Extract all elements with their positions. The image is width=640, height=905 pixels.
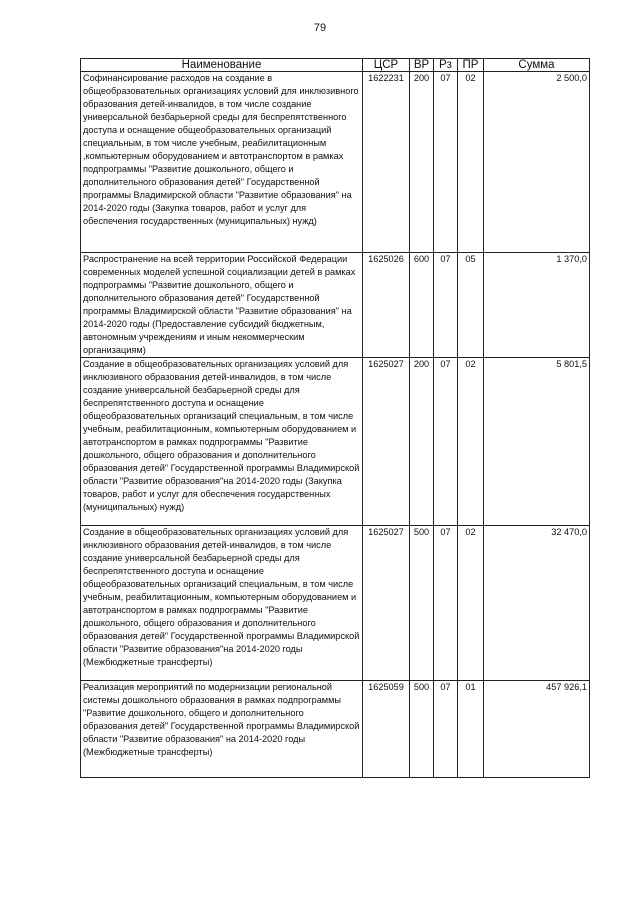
row-name: Распространение на всей территории Российской Федерации современных моделей успешной социализации детей в рамках подпрограммы "Развитие дошкольного, общего и дополнительного образования детей" Государственной программы Владимирской области "Развитие образования" на 2014-2020 годы (Предоставление субсидий бюджетным, автономным учреждениям и иным некоммерческим организациям) bbox=[81, 253, 363, 358]
header-csr: ЦСР bbox=[363, 59, 410, 72]
row-name: Софинансирование расходов на создание в общеобразовательных организациях условий для инклюзивного образования детей-инвалидов, в том числе создание универсальной безбарьерной среды для беспрепятственного доступа и оснащение общеобразовательных организаций специальным, в том числе учебным, реабилитационным ,компьютерным оборудованием и автотранспортом в рамках подпрограммы "Развитие дошкольного, общего и дополнительного образования детей" Государственной программы Владимирской области "Развитие образования" на 2014-2020 годы (Закупка товаров, работ и услуг для обеспечения государственных (муниципальных) нужд) bbox=[81, 72, 363, 253]
row-vr: 200 bbox=[410, 358, 434, 526]
budget-table bbox=[80, 58, 590, 778]
header-name: Наименование bbox=[81, 59, 363, 72]
table-row bbox=[81, 358, 590, 526]
row-sum: 5 801,5 bbox=[484, 358, 590, 526]
row-rz: 07 bbox=[434, 526, 458, 681]
row-pr: 05 bbox=[458, 253, 484, 358]
row-sum: 32 470,0 bbox=[484, 526, 590, 681]
row-pr: 02 bbox=[458, 358, 484, 526]
page-number: 79 bbox=[313, 22, 327, 34]
table-row bbox=[81, 253, 590, 358]
row-rz: 07 bbox=[434, 72, 458, 253]
row-vr: 200 bbox=[410, 72, 434, 253]
row-sum: 2 500,0 bbox=[484, 72, 590, 253]
row-vr: 600 bbox=[410, 253, 434, 358]
row-vr: 500 bbox=[410, 681, 434, 778]
row-pr: 02 bbox=[458, 526, 484, 681]
table-row bbox=[81, 681, 590, 778]
row-name: Реализация мероприятий по модернизации региональной системы дошкольного образования в рамках подпрограммы "Развитие дошкольного, общего и дополнительного образования детей" Государственной программы Владимирской области "Развитие образования" на 2014-2020 годы (Межбюджетные трансферты) bbox=[81, 681, 363, 778]
row-pr: 02 bbox=[458, 72, 484, 253]
row-csr: 1625027 bbox=[363, 358, 410, 526]
row-csr: 1625026 bbox=[363, 253, 410, 358]
row-rz: 07 bbox=[434, 681, 458, 778]
table-row bbox=[81, 526, 590, 681]
row-sum: 1 370,0 bbox=[484, 253, 590, 358]
table-header-row bbox=[81, 59, 590, 72]
row-vr: 500 bbox=[410, 526, 434, 681]
header-sum: Сумма bbox=[484, 59, 590, 72]
row-rz: 07 bbox=[434, 358, 458, 526]
header-vr: ВР bbox=[410, 59, 434, 72]
row-csr: 1625027 bbox=[363, 526, 410, 681]
row-csr: 1625059 bbox=[363, 681, 410, 778]
header-rz: Рз bbox=[434, 59, 458, 72]
row-pr: 01 bbox=[458, 681, 484, 778]
table-row bbox=[81, 72, 590, 253]
row-name: Создание в общеобразовательных организациях условий для инклюзивного образования детей-инвалидов, в том числе создание универсальной безбарьерной среды для беспрепятственного доступа и оснащение общеобразовательных организаций специальным, в том числе учебным, реабилитационным, компьютерным оборудованием и автотранспортом в рамках подпрограммы "Развитие дошкольного, общего образования и дополнительного образования детей" Государственной программы Владимирской области "Развитие образования"на 2014-2020 годы (Межбюджетные трансферты) bbox=[81, 526, 363, 681]
row-rz: 07 bbox=[434, 253, 458, 358]
row-name: Создание в общеобразовательных организациях условий для инклюзивного образования детей-инвалидов, в том числе создание универсальной безбарьерной среды для беспрепятственного доступа и оснащение общеобразовательных организаций специальным, в том числе учебным, реабилитационным, компьютерным оборудованием и автотранспортом в рамках подпрограммы "Развитие дошкольного, общего образования и дополнительного образования детей" Государственной программы Владимирской области "Развитие образования"на 2014-2020 годы (Закупка товаров, работ и услуг для обеспечения государственных (муниципальных) нужд) bbox=[81, 358, 363, 526]
row-csr: 1622231 bbox=[363, 72, 410, 253]
row-sum: 457 926,1 bbox=[484, 681, 590, 778]
header-pr: ПР bbox=[458, 59, 484, 72]
